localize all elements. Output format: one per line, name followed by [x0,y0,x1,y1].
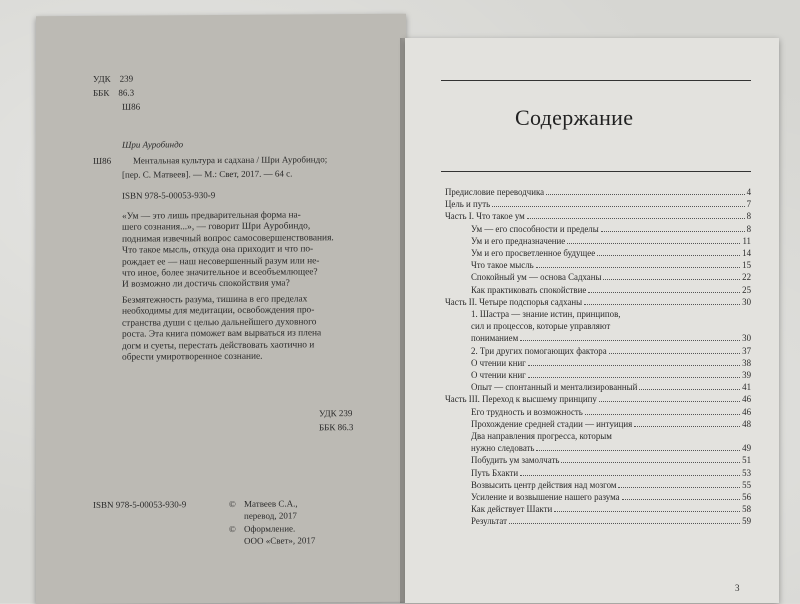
toc-leader-dots [597,247,740,256]
toc-entry-page: 25 [742,284,751,295]
toc-entry [445,503,751,515]
toc-entry [445,320,751,332]
table-of-contents [445,186,751,566]
author-sign-code: Ш86 [122,101,141,112]
toc-leader-dots [584,296,740,305]
toc-leader-dots [492,198,744,207]
toc-leader-dots [603,271,740,280]
author-name: Шри Ауробиндо [122,139,184,150]
page-number: 3 [735,583,740,593]
toc-entry-title: Ум — его способности и пределы [471,223,599,234]
title-bottom-rule [441,171,751,172]
toc-entry-page: 8 [746,211,751,222]
copyright-2-line-2: ООО «Свет», 2017 [244,535,316,546]
toc-leader-dots [528,357,740,366]
toc-leader-dots [567,235,740,244]
toc-leader-dots [599,393,740,402]
toc-entry [445,357,751,369]
annotation-paragraph-1: «Ум — это лишь предварительная форма на- шего сознания...», — говорит Шри Ауробиндо, поднимая извечный вопрос самосовершенствования. Что такое мысль, откуда она приходит и что по- рождает ее — наш несовершенный разум или не- что иное, более значительное и всеобъемлющее? И возможно ли достичь спокойствия ума? [122,210,334,291]
toc-entry-page: 4 [746,187,751,197]
toc-leader-dots [528,369,740,378]
toc-entry [445,247,751,259]
udk-code: УДК 239 [93,73,134,84]
toc-entry [445,296,751,308]
toc-entry-title: Путь Бхакти [471,467,519,478]
toc-entry-page: 7 [746,199,751,210]
toc-entry-page: 14 [742,248,751,258]
toc-entry-page: 8 [746,223,751,234]
toc-entry-title: Побудить ум замолчать [471,455,560,466]
toc-entry [445,345,751,357]
copyright-symbol-1: © [229,498,236,509]
toc-entry [445,491,751,503]
toc-entry [445,393,751,405]
toc-leader-dots [527,210,745,219]
isbn-bottom: ISBN 978-5-00053-930-9 [93,499,187,510]
toc-entry-page: 41 [742,382,751,393]
toc-entry-page: 56 [742,492,751,502]
toc-entry-title: Как действует Шакти [471,504,553,515]
toc-leader-dots [536,259,740,268]
toc-entry-page: 48 [742,418,751,429]
toc-entry [445,418,751,430]
toc-entry-page: 15 [742,260,751,271]
toc-entry-title: 1. Шастра — знание истин, принципов, [471,309,621,319]
toc-entry-page: 58 [742,504,751,515]
toc-entry [445,198,751,210]
toc-entry-title: Часть III. Переход к высшему принципу [445,394,597,405]
annotation-paragraph-2: Безмятежность разума, тишина в его пределах необходимы для медитации, освобождения про- странства души с целью дальнейшего духовного роста. Эта книга поможет вам вырваться из плена догм и суеты, перестать действовать хаотично и обрести умиротворенное сознание. [122,294,322,363]
copyright-symbol-2: © [229,523,236,534]
copyright-1-line-1: Матвеев С.А., [244,498,298,509]
toc-entry-page: 53 [742,467,751,478]
toc-entry [445,308,751,320]
toc-entry [445,369,751,381]
toc-entry-page: 30 [742,296,751,307]
toc-entry-page: 22 [742,272,751,283]
left-page [36,14,406,604]
toc-entry [445,284,751,296]
toc-entry [445,515,751,527]
toc-entry-page: 51 [742,455,751,466]
toc-leader-dots [634,418,740,427]
bbk-bottom: ББК 86.3 [319,422,354,433]
toc-entry [445,454,751,466]
toc-entry-page: 46 [742,406,751,417]
toc-entry-page: 30 [742,333,751,344]
toc-entry-title: О чтении книг [471,357,526,368]
toc-entry [445,381,751,393]
bbk-code: ББК 86.3 [93,87,135,98]
toc-entry [445,467,751,479]
toc-entry-title: Ум и его просветленное будущее [471,248,596,258]
toc-entry-page: 59 [742,516,751,527]
toc-leader-dots [609,345,740,354]
toc-leader-dots [554,503,740,512]
toc-entry-page: 38 [742,357,751,368]
toc-entry-title: О чтении книг [471,370,526,380]
toc-leader-dots [588,284,740,293]
page-title: Содержание [515,105,634,130]
toc-entry-title: Цель и путь [445,199,491,210]
toc-entry [445,271,751,283]
toc-entry-page: 49 [742,443,751,454]
toc-leader-dots [561,454,740,463]
right-page [405,38,779,603]
toc-leader-dots [618,479,740,488]
toc-entry-title: Часть I. Что такое ум [445,211,525,222]
toc-leader-dots [601,223,745,232]
toc-entry-title: Опыт — спонтанный и ментализированный [471,382,638,393]
isbn-top: ISBN 978-5-00053-930-9 [122,190,216,201]
toc-leader-dots [622,491,741,500]
toc-entry-title: Ум и его предназначение [471,235,566,246]
toc-leader-dots [585,406,740,415]
side-code: Ш86 [93,155,112,166]
toc-entry [445,259,751,271]
toc-entry-title: Прохождение средней стадии — интуиция [471,418,633,429]
toc-entry-title: Возвысить центр действия над мозгом [471,479,617,490]
bib-line-1: Ментальная культура и садхана / Шри Ауробиндо; [133,154,328,166]
toc-entry-title: Как практиковать спокойствие [471,284,587,295]
toc-entry-title: Спокойный ум — основа Садханы [471,272,602,283]
toc-entry-title: 2. Три других помогающих фактора [471,345,607,356]
toc-entry-page: 37 [742,345,751,356]
toc-leader-dots [520,332,740,341]
copyright-2-line-1: Оформление. [244,523,296,534]
toc-entry [445,235,751,247]
toc-entry-page: 39 [742,370,751,380]
toc-entry-title: Что такое мысль [471,260,534,271]
toc-entry [445,332,751,344]
toc-entry-title: нужно следовать [471,443,535,454]
toc-entry-title: Усиление и возвышение нашего разума [471,492,620,502]
toc-entry [445,430,751,442]
toc-leader-dots [509,515,740,524]
toc-entry [445,210,751,222]
toc-entry [445,406,751,418]
toc-entry-page: 46 [742,394,751,405]
toc-leader-dots [520,467,740,476]
udk-bottom: УДК 239 [319,408,353,419]
toc-entry-title: Часть II. Четыре подспорья садханы [445,296,583,307]
bib-line-2: [пер. С. Матвеев]. — М.: Свет, 2017. — 64 с. [122,168,293,180]
toc-leader-dots [639,381,740,390]
toc-leader-dots [536,442,740,451]
toc-entry [445,442,751,454]
toc-entry-title: сил и процессов, которые управляют [471,321,611,332]
toc-entry-page: 11 [742,235,751,246]
toc-leader-dots [546,186,745,195]
toc-entry-title: пониманием [471,333,519,344]
toc-entry-title: Предисловие переводчика [445,187,545,197]
toc-entry [445,479,751,491]
toc-entry [445,186,751,198]
title-top-rule [441,80,751,81]
toc-entry-title: Его трудность и возможность [471,406,583,417]
toc-entry [445,223,751,235]
toc-entry-title: Два направления прогресса, которым [471,431,612,441]
copyright-1-line-2: перевод, 2017 [244,510,297,521]
toc-entry-page: 55 [742,479,751,490]
toc-entry-title: Результат [471,516,507,527]
